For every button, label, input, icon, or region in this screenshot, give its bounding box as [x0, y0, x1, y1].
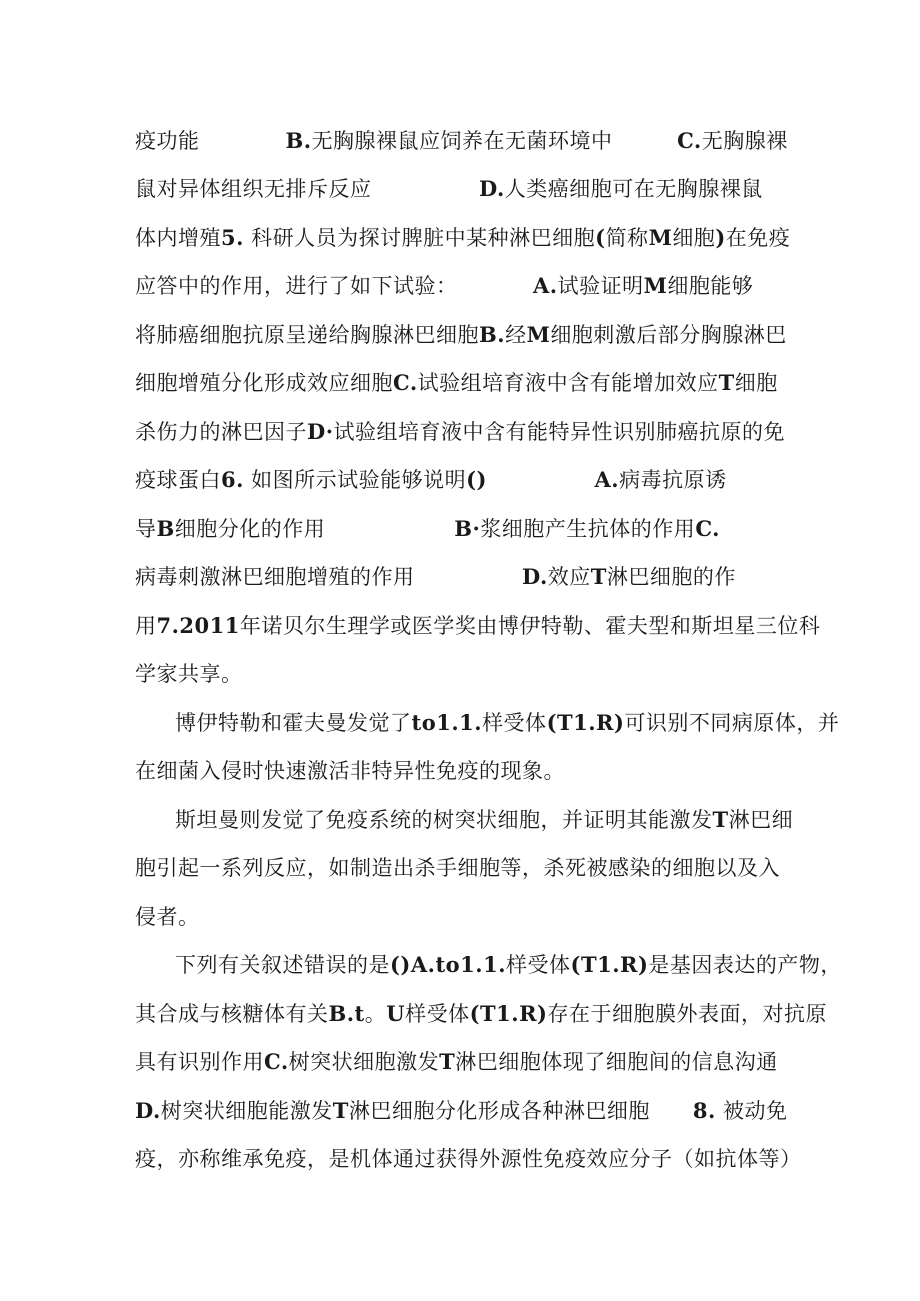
text-line: 体内增殖5. 科研人员为探讨脾脏中某种淋巴细胞(简称M细胞)在免疫 — [135, 225, 791, 250]
paragraph-start-line: 下列有关叙述错误的是()A.to1.1.样受体(T1.R)是基因表达的产物， — [175, 952, 842, 977]
text-line: 用7.2011年诺贝尔生理学或医学奖由博伊特勒、霍夫型和斯坦星三位科 — [135, 613, 821, 638]
text-line: 其合成与核糖体有关B.t。U样受体(T1.R)存在于细胞膜外表面，对抗原 — [135, 1001, 827, 1026]
paragraph-start-line: 斯坦曼则发觉了免疫系统的树突状细胞，并证明其能激发T淋巴细 — [175, 807, 794, 832]
text-line: 疫，亦称维承免疫，是机体通过获得外源性免疫效应分子（如抗体等） — [135, 1147, 802, 1171]
text-line: 侵者。 — [135, 905, 200, 929]
text-line: 将肺癌细胞抗原呈递给胸腺淋巴细胞B.经M细胞刺激后部分胸腺淋巴 — [135, 322, 787, 347]
text-line: 学家共享。 — [135, 662, 243, 686]
text-line: 病毒刺激淋巴细胞增殖的作用 D.效应T淋巴细胞的作 — [135, 564, 736, 589]
text-line: 鼠对异体组织无排斥反应 D.人类癌细胞可在无胸腺裸鼠 — [135, 176, 763, 201]
text-line: 细胞增殖分化形成效应细胞C.试验组培育液中含有能增加效应T细胞 — [135, 370, 778, 395]
text-line: 疫功能 B.无胸腺裸鼠应饲养在无菌环境中 C.无胸腺裸 — [135, 128, 788, 153]
text-line: 具有识别作用C.树突状细胞激发T淋巴细胞体现了细胞间的信息沟通 — [135, 1049, 778, 1074]
text-line: 导B细胞分化的作用 B·浆细胞产生抗体的作用C. — [135, 516, 720, 541]
paragraph-start-line: 博伊特勒和霍夫曼发觉了to1.1.样受体(T1.R)可识别不同病原体，并 — [175, 710, 840, 735]
text-line: D.树突状细胞能激发T淋巴细胞分化形成各种淋巴细胞 8. 被动免 — [135, 1098, 788, 1123]
text-line: 在细菌入侵时快速激活非特异性免疫的现象。 — [135, 759, 565, 783]
text-line: 疫球蛋白6. 如图所示试验能够说明() A.病毒抗原诱 — [135, 467, 727, 492]
text-line: 杀伤力的淋巴因子D·试验组培育液中含有能特异性识别肺癌抗原的免 — [135, 419, 786, 444]
text-line: 应答中的作用，进行了如下试验： A.试验证明M细胞能够 — [135, 273, 754, 298]
text-line: 胞引起一系列反应，如制造出杀手细胞等，杀死被感染的细胞以及入 — [135, 856, 780, 880]
